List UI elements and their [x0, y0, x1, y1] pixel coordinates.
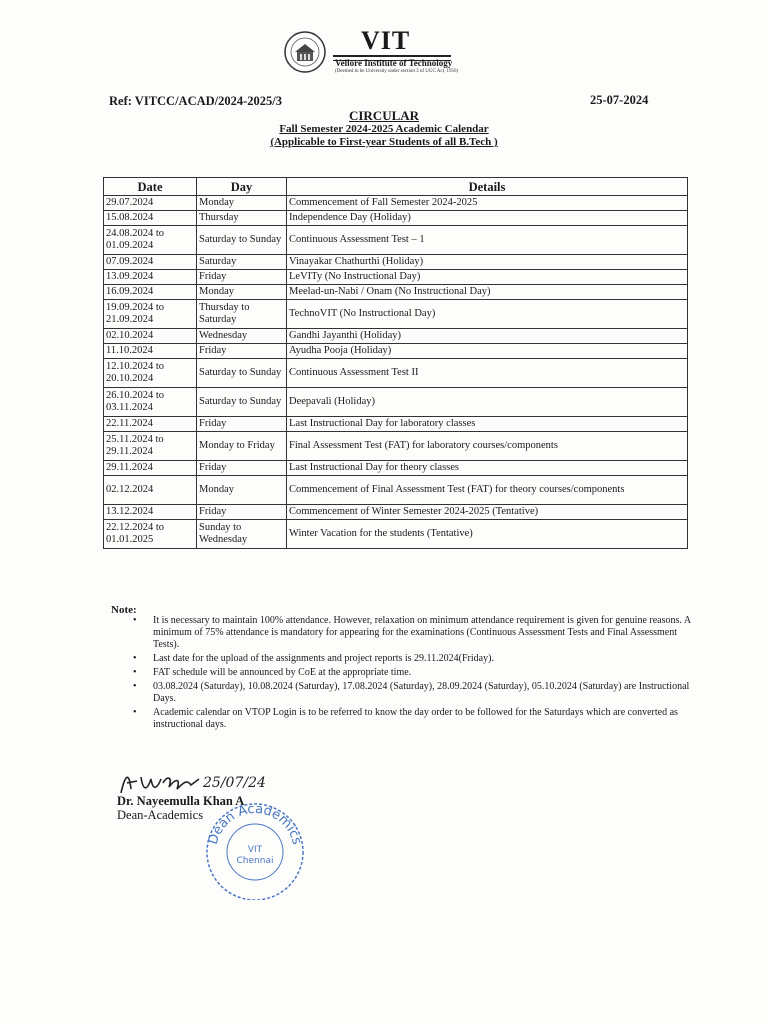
cell-date: 19.09.2024 to 21.09.2024 — [104, 300, 197, 329]
cell-date: 07.09.2024 — [104, 255, 197, 270]
dean-academics-stamp — [200, 800, 310, 900]
bullet-icon: • — [133, 707, 137, 718]
table-row — [104, 505, 688, 520]
table-row — [104, 344, 688, 359]
logo-wordmark: VIT — [361, 26, 411, 55]
cell-day: Monday — [197, 476, 287, 505]
cell-day: Saturday to Sunday — [197, 388, 287, 417]
note-text: FAT schedule will be announced by CoE at the appropriate time. — [153, 667, 412, 678]
note-text: It is necessary to maintain 100% attendance. However, relaxation on minimum attendance requirement is given for genuine reasons. A minimum of 75% attendance is mandatory for appearing for the examinations (Continuous Assessment Tests and Final Assessment Tests). — [153, 615, 691, 650]
cell-day: Thursday — [197, 211, 287, 226]
bullet-icon: • — [133, 615, 137, 626]
cell-day: Friday — [197, 417, 287, 432]
cell-details: Commencement of Fall Semester 2024-2025 — [287, 196, 688, 211]
logo-rule — [333, 55, 451, 57]
note-item — [131, 667, 691, 679]
cell-details: Final Assessment Test (FAT) for laboratory courses/components — [287, 432, 688, 461]
cell-day: Thursday to Saturday — [197, 300, 287, 329]
table-row — [104, 476, 688, 505]
cell-date: 26.10.2024 to 03.11.2024 — [104, 388, 197, 417]
table-row — [104, 270, 688, 285]
cell-details: Commencement of Winter Semester 2024-2025 (Tentative) — [287, 505, 688, 520]
calendar-table-body — [104, 196, 688, 549]
circular-applicability: (Applicable to First-year Students of all B.Tech ) — [270, 136, 498, 148]
cell-day: Monday — [197, 196, 287, 211]
stamp-line-vit: VIT — [247, 845, 263, 855]
cell-day: Saturday to Sunday — [197, 226, 287, 255]
signatory-title: Dean-Academics — [117, 808, 204, 822]
table-row — [104, 285, 688, 300]
institute-subtitle: (Deemed to be University under section 3 of UGC Act, 1956) — [335, 69, 459, 74]
table-row — [104, 329, 688, 344]
table-row — [104, 255, 688, 270]
bullet-icon: • — [133, 667, 137, 678]
cell-details: Vinayakar Chathurthi (Holiday) — [287, 255, 688, 270]
notes-list — [131, 615, 691, 733]
cell-details: Deepavali (Holiday) — [287, 388, 688, 417]
bullet-icon: • — [133, 653, 137, 664]
circular-date: 25-07-2024 — [590, 93, 649, 107]
cell-details: Ayudha Pooja (Holiday) — [287, 344, 688, 359]
table-row — [104, 461, 688, 476]
cell-day: Friday — [197, 270, 287, 285]
university-seal-icon — [283, 30, 327, 74]
cell-details: Independence Day (Holiday) — [287, 211, 688, 226]
cell-date: 11.10.2024 — [104, 344, 197, 359]
cell-details: Continuous Assessment Test II — [287, 359, 688, 388]
cell-date: 25.11.2024 to 29.11.2024 — [104, 432, 197, 461]
note-item — [131, 681, 691, 705]
table-row — [104, 196, 688, 211]
cell-details: TechnoVIT (No Instructional Day) — [287, 300, 688, 329]
cell-date: 22.11.2024 — [104, 417, 197, 432]
cell-day: Saturday — [197, 255, 287, 270]
academic-calendar-table — [103, 177, 688, 549]
note-item — [131, 707, 691, 731]
cell-details: Winter Vacation for the students (Tentative) — [287, 520, 688, 549]
table-row — [104, 388, 688, 417]
cell-date: 13.12.2024 — [104, 505, 197, 520]
note-item — [131, 615, 691, 651]
note-text: Last date for the upload of the assignments and project reports is 29.11.2024(Friday). — [153, 653, 494, 664]
cell-day: Wednesday — [197, 329, 287, 344]
cell-details: Gandhi Jayanthi (Holiday) — [287, 329, 688, 344]
cell-date: 22.12.2024 to 01.01.2025 — [104, 520, 197, 549]
signature-date: 25/07/24 — [203, 775, 266, 791]
stamp-ring-text: Dean Academics — [205, 801, 305, 847]
column-header-details: Details — [287, 178, 688, 196]
table-row — [104, 432, 688, 461]
cell-day: Friday — [197, 461, 287, 476]
table-row — [104, 300, 688, 329]
cell-details: Meelad-un-Nabi / Onam (No Instructional Day) — [287, 285, 688, 300]
cell-day: Friday — [197, 344, 287, 359]
table-row — [104, 226, 688, 255]
stamp-line-chennai: Chennai — [236, 856, 274, 866]
cell-date: 24.08.2024 to 01.09.2024 — [104, 226, 197, 255]
note-text: Academic calendar on VTOP Login is to be referred to know the day order to be followed for the Saturdays which are converted as instructional days. — [153, 707, 678, 730]
circular-title: CIRCULAR — [348, 108, 420, 123]
cell-date: 16.09.2024 — [104, 285, 197, 300]
signatory-name: Dr. Nayeemulla Khan A — [117, 794, 245, 808]
cell-date: 02.10.2024 — [104, 329, 197, 344]
cell-day: Friday — [197, 505, 287, 520]
cell-date: 15.08.2024 — [104, 211, 197, 226]
table-row — [104, 520, 688, 549]
cell-day: Monday — [197, 285, 287, 300]
bullet-icon: • — [133, 681, 137, 692]
cell-date: 02.12.2024 — [104, 476, 197, 505]
cell-day: Monday to Friday — [197, 432, 287, 461]
circular-subtitle: Fall Semester 2024-2025 Academic Calendar — [279, 123, 489, 135]
institute-name: Vellore Institute of Technology — [335, 58, 453, 68]
cell-details: Last Instructional Day for laboratory classes — [287, 417, 688, 432]
cell-details: Continuous Assessment Test – 1 — [287, 226, 688, 255]
reference-number: Ref: VITCC/ACAD/2024-2025/3 — [109, 94, 283, 108]
cell-details: Commencement of Final Assessment Test (FAT) for theory courses/components — [287, 476, 688, 505]
cell-details: Last Instructional Day for theory classes — [287, 461, 688, 476]
table-row — [104, 359, 688, 388]
cell-date: 29.07.2024 — [104, 196, 197, 211]
cell-day: Saturday to Sunday — [197, 359, 287, 388]
vit-logo — [283, 26, 483, 78]
cell-date: 29.11.2024 — [104, 461, 197, 476]
cell-date: 12.10.2024 to 20.10.2024 — [104, 359, 197, 388]
column-header-date: Date — [104, 178, 197, 196]
table-row — [104, 417, 688, 432]
cell-day: Sunday to Wednesday — [197, 520, 287, 549]
table-row — [104, 211, 688, 226]
note-label: Note: — [111, 604, 137, 616]
note-item — [131, 653, 691, 665]
note-text: 03.08.2024 (Saturday), 10.08.2024 (Saturday), 17.08.2024 (Saturday), 28.09.2024 (Saturday), 05.10.2024 (Saturday) are Instructional Days. — [153, 681, 690, 704]
cell-date: 13.09.2024 — [104, 270, 197, 285]
table-header-row — [104, 178, 688, 196]
column-header-day: Day — [197, 178, 287, 196]
cell-details: LeVITy (No Instructional Day) — [287, 270, 688, 285]
